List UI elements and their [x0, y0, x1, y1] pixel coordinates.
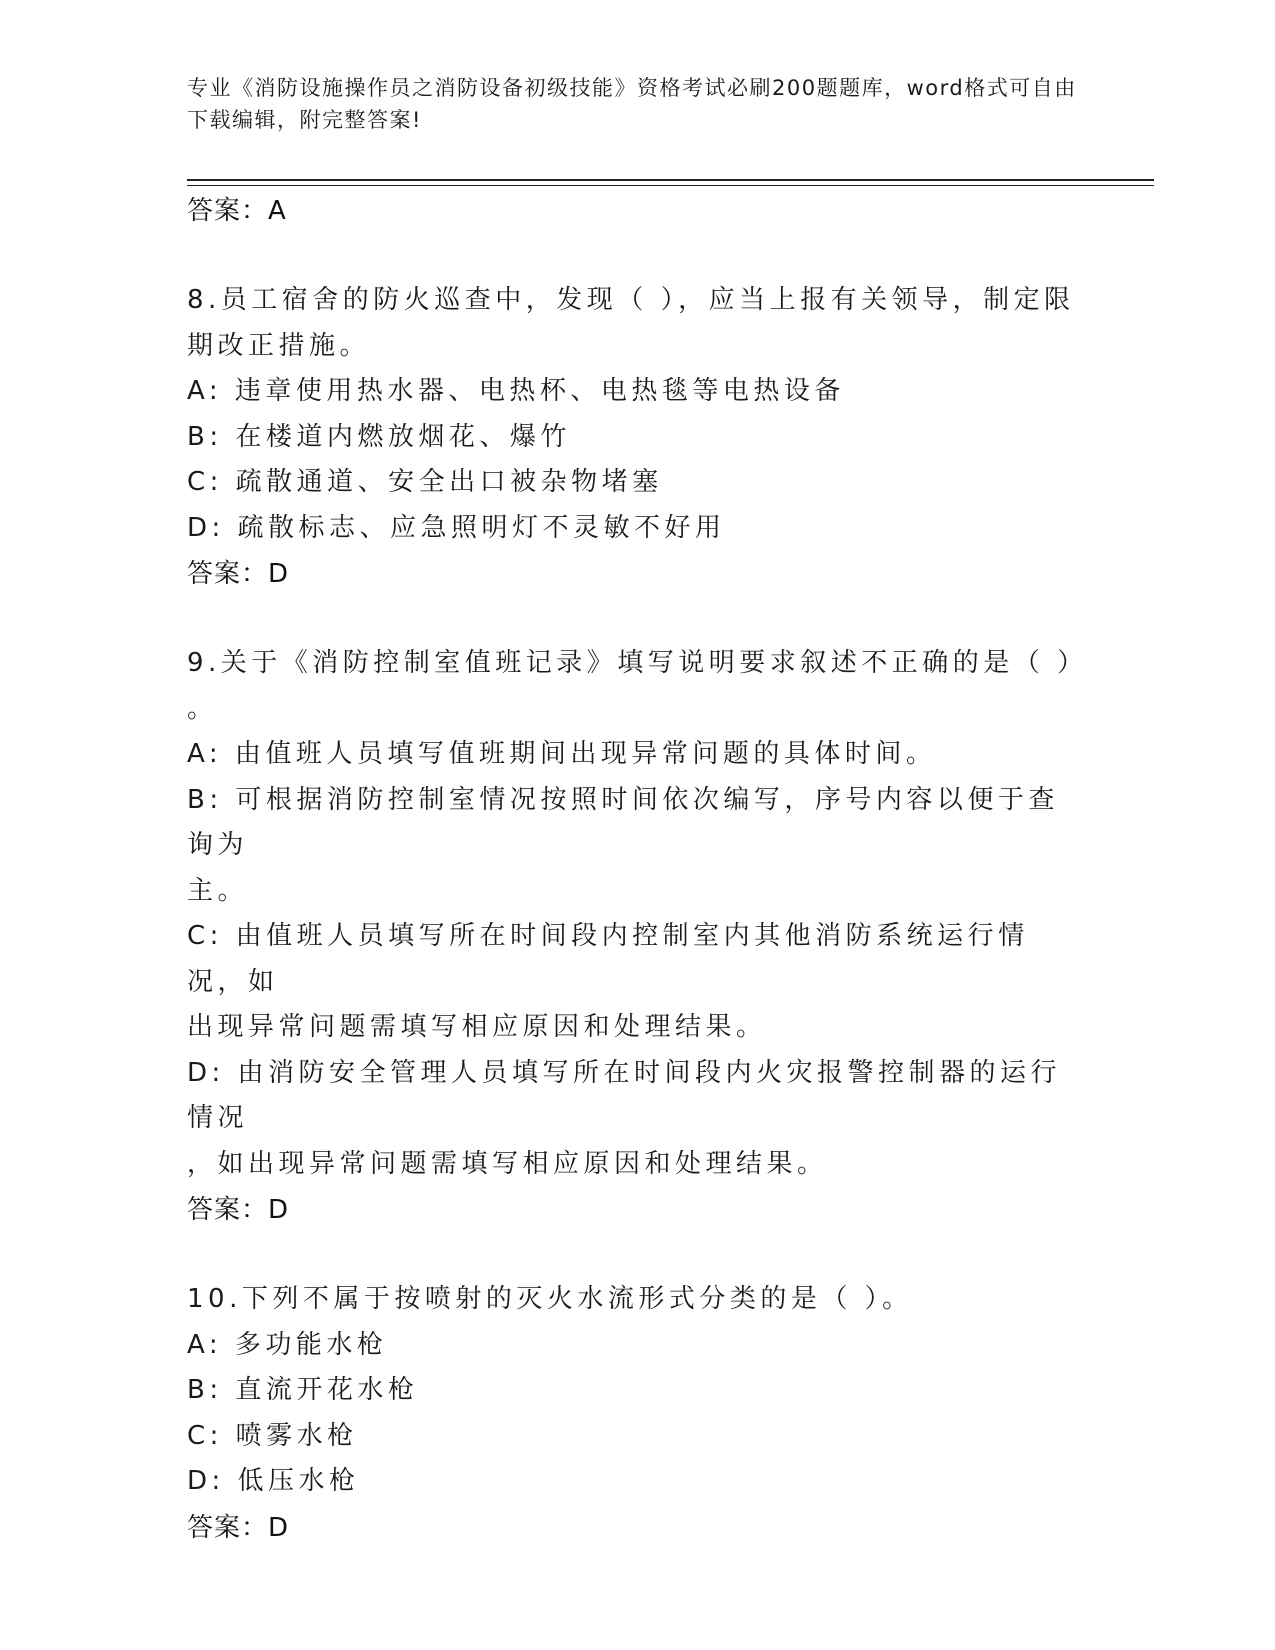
document-body [187, 188, 1087, 1551]
option-b: B: 可根据消防控制室情况按照时间依次编写，序号内容以便于查询为 [187, 784, 1059, 860]
option-d: D: 疏散标志、应急照明灯不灵敏不好用 [187, 512, 726, 543]
answer-label: 答案：A [187, 196, 287, 226]
option-a: A: 违章使用热水器、电热杯、电热毯等电热设备 [187, 376, 845, 406]
question-9 [187, 641, 1087, 1233]
option-b: B: 直流开花水枪 [187, 1375, 419, 1405]
question-8 [187, 278, 1087, 597]
question-stem-line: 期改正措施。 [187, 330, 371, 361]
option-c: C: 由值班人员填写所在时间段内控制室内其他消防系统运行情况，如 [187, 921, 1029, 997]
answer-label: 答案：D [187, 1512, 290, 1543]
option-c-continued: 出现异常问题需填写相应原因和处理结果。 [187, 1012, 767, 1042]
answer-label: 答案：D [187, 1195, 290, 1225]
header-rule-thick [187, 179, 1154, 181]
document-header: 专业《消防设施操作员之消防设备初级技能》资格考试必刷200题题库，word格式可自由下载编辑，附完整答案! [187, 76, 1077, 132]
question-stem-line: 9.关于《消防控制室值班记录》填写说明要求叙述不正确的是（ ） [187, 648, 1088, 678]
header-rule-thin [187, 185, 1154, 186]
option-a: A: 多功能水枪 [187, 1329, 388, 1360]
question-stem-line: 10.下列不属于按喷射的灭火水流形式分类的是（ ）。 [187, 1284, 913, 1314]
question-stem-line: 。 [187, 693, 218, 724]
option-d: D: 低压水枪 [187, 1466, 360, 1496]
option-b-continued: 主。 [187, 875, 249, 906]
option-d-continued: ，如出现异常问题需填写相应原因和处理结果。 [187, 1148, 828, 1179]
option-c: C: 喷雾水枪 [187, 1420, 358, 1451]
answer-label: 答案：D [187, 559, 290, 589]
option-d: D: 由消防安全管理人员填写所在时间段内火灾报警控制器的运行情况 [187, 1057, 1062, 1133]
option-b: B: 在楼道内燃放烟花、爆竹 [187, 421, 571, 452]
question-stem-line: 8.员工宿舍的防火巡查中，发现（ ），应当上报有关领导，制定限 [187, 285, 1075, 315]
option-a: A: 由值班人员填写值班期间出现异常问题的具体时间。 [187, 739, 937, 769]
option-c: C: 疏散通道、安全出口被杂物堵塞 [187, 467, 663, 497]
question-10 [187, 1277, 1087, 1551]
